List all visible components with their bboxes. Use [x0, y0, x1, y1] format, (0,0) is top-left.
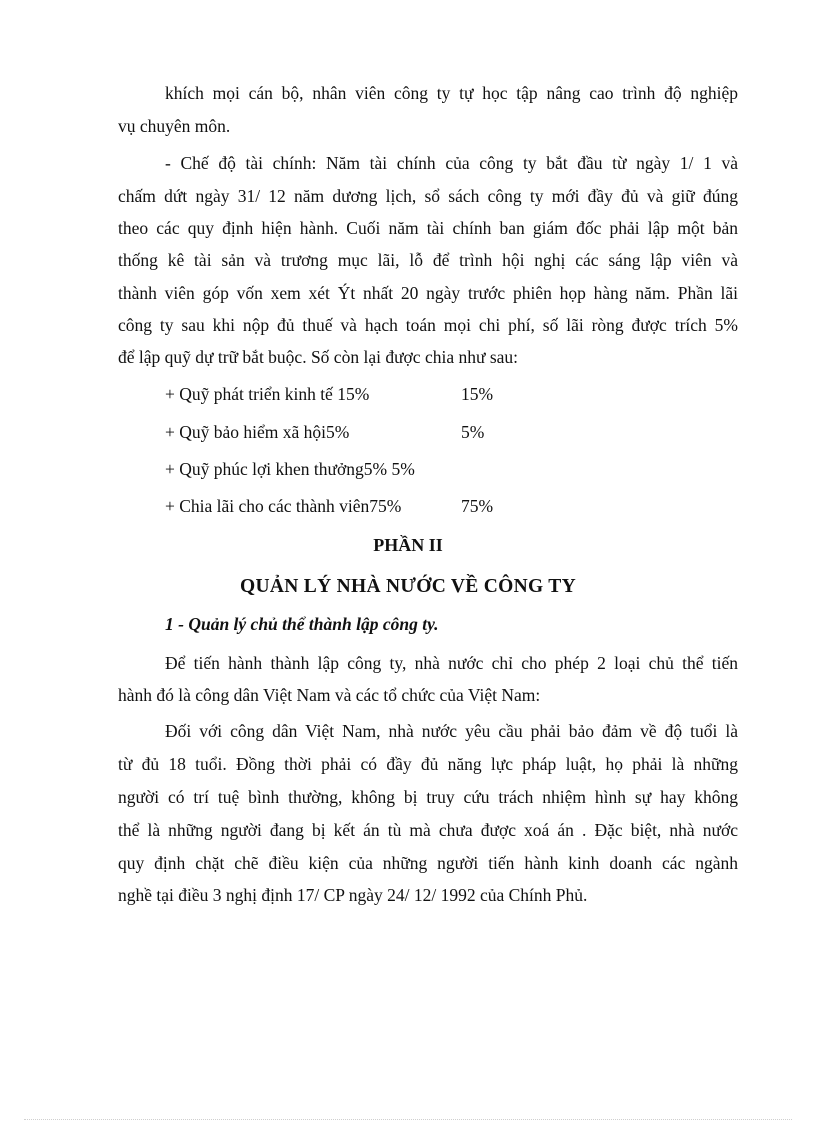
section-line: thể là những người đang bị kết án tù mà chưa được xoá án . Đặc biệt, nhà nước: [118, 820, 738, 840]
section-line: từ đủ 18 tuổi. Đồng thời phải có đầy đủ năng lực pháp luật, họ phải là những: [118, 754, 738, 774]
allocation-label: + Quỹ phúc lợi khen thưởng5% 5%: [165, 459, 415, 479]
finance-line: công ty sau khi nộp đủ thuế và hạch toán mọi chi phí, số lãi ròng được trích 5%: [118, 315, 738, 335]
part-heading: PHẦN II: [373, 535, 443, 555]
intro-line: khích mọi cán bộ, nhân viên công ty tự học tập nâng cao trình độ nghiệp: [165, 83, 738, 103]
section-line: Đối với công dân Việt Nam, nhà nước yêu cầu phải bảo đảm về độ tuổi là: [165, 721, 738, 741]
allocation-percent: 5%: [461, 422, 485, 442]
finance-line: thống kê tài sản và trương mục lãi, lỗ để trình hội nghị các sáng lập viên và: [118, 250, 738, 270]
section-line: hành đó là công dân Việt Nam và các tổ chức của Việt Nam:: [118, 685, 541, 705]
section-heading: 1 - Quản lý chủ thể thành lập công ty.: [165, 614, 439, 634]
section-line: người có trí tuệ bình thường, không bị truy cứu trách nhiệm hình sự hay không: [118, 787, 738, 807]
allocation-label: + Chia lãi cho các thành viên75%: [165, 496, 402, 516]
allocation-label: + Quỹ phát triển kinh tế 15%: [165, 384, 370, 404]
allocation-label: + Quỹ bảo hiểm xã hội5%: [165, 422, 350, 442]
part-title: QUẢN LÝ NHÀ NƯỚC VỀ CÔNG TY: [239, 576, 576, 597]
finance-line: chấm dứt ngày 31/ 12 năm dương lịch, sổ sách công ty mới đầy đủ và giữ đúng: [118, 186, 738, 206]
finance-line: - Chế độ tài chính: Năm tài chính của công ty bắt đầu từ ngày 1/ 1 và: [165, 153, 738, 173]
allocation-percent: 15%: [461, 384, 494, 404]
section-line: quy định chặt chẽ điều kiện của những người tiến hành kinh doanh các ngành: [118, 853, 738, 873]
finance-line: để lập quỹ dự trữ bắt buộc. Số còn lại được chia như sau:: [118, 347, 519, 367]
section-line: Để tiến hành thành lập công ty, nhà nước chỉ cho phép 2 loại chủ thể tiến: [165, 653, 738, 673]
finance-line: thành viên góp vốn xem xét Ýt nhất 20 ngày trước phiên họp hàng năm. Phần lãi: [118, 283, 738, 303]
finance-line: theo các quy định hiện hành. Cuối năm tài chính ban giám đốc phải lập một bản: [118, 218, 738, 238]
intro-line: vụ chuyên môn.: [118, 116, 231, 136]
section-line: nghề tại điều 3 nghị định 17/ CP ngày 24/ 12/ 1992 của Chính Phủ.: [118, 885, 588, 905]
allocation-percent: 75%: [461, 496, 494, 516]
page-bottom-divider: [24, 1119, 792, 1120]
